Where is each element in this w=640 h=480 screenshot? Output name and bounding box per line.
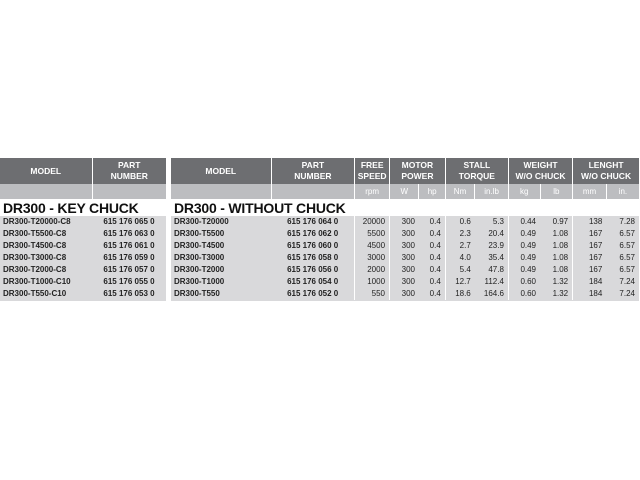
- torque-inlb-cell: 164.6: [475, 288, 509, 300]
- unit-in: in.: [606, 184, 639, 199]
- torque-nm-cell: 5.4: [445, 264, 474, 276]
- model-cell: DR300-T5500: [171, 228, 271, 240]
- part-number-cell: 615 176 056 0: [271, 264, 355, 276]
- part-number-cell: 615 176 061 0: [92, 240, 166, 252]
- part-number-cell: 615 176 058 0: [271, 252, 355, 264]
- part-number-cell: 615 176 053 0: [92, 288, 166, 300]
- unit-kg: kg: [508, 184, 540, 199]
- header-motor-power: MOTOR POWER: [390, 158, 446, 184]
- length-mm-cell: 138: [573, 216, 607, 228]
- weight-lb-cell: 1.08: [540, 240, 573, 252]
- length-mm-cell: 167: [573, 264, 607, 276]
- model-cell: DR300-T2000-C8: [0, 264, 92, 276]
- free-speed-cell: 5500: [355, 228, 390, 240]
- part-number-cell: 615 176 065 0: [92, 216, 166, 228]
- free-speed-cell: 2000: [355, 264, 390, 276]
- unit-cell-empty: [92, 184, 166, 199]
- unit-cell-empty: [271, 184, 355, 199]
- unit-rpm: rpm: [355, 184, 390, 199]
- part-number-cell: 615 176 064 0: [271, 216, 355, 228]
- power-w-cell: 300: [390, 252, 419, 264]
- table-row: [171, 240, 639, 252]
- length-mm-cell: 184: [573, 288, 607, 300]
- free-speed-cell: 1000: [355, 276, 390, 288]
- length-mm-cell: 167: [573, 252, 607, 264]
- torque-nm-cell: 4.0: [445, 252, 474, 264]
- torque-nm-cell: 18.6: [445, 288, 474, 300]
- unit-cell-empty: [171, 184, 271, 199]
- weight-kg-cell: 0.49: [508, 252, 540, 264]
- part-number-cell: 615 176 062 0: [271, 228, 355, 240]
- key-chuck-title: DR300 - KEY CHUCK: [0, 200, 166, 216]
- key-chuck-table: [0, 158, 166, 301]
- model-cell: DR300-T550: [171, 288, 271, 300]
- power-hp-cell: 0.4: [419, 240, 445, 252]
- header-free-speed: FREE SPEED: [355, 158, 390, 184]
- table-row: [0, 264, 166, 276]
- table-row: [171, 288, 639, 300]
- without-chuck-table: [171, 158, 639, 301]
- length-in-cell: 7.28: [606, 216, 639, 228]
- power-w-cell: 300: [390, 264, 419, 276]
- model-cell: DR300-T1000: [171, 276, 271, 288]
- header-stall-torque: STALL TORQUE: [445, 158, 508, 184]
- unit-nm: Nm: [445, 184, 474, 199]
- table-row: [171, 252, 639, 264]
- unit-mm: mm: [573, 184, 607, 199]
- model-cell: DR300-T2000: [171, 264, 271, 276]
- table-row: [171, 276, 639, 288]
- free-speed-cell: 3000: [355, 252, 390, 264]
- part-number-cell: 615 176 063 0: [92, 228, 166, 240]
- power-hp-cell: 0.4: [419, 228, 445, 240]
- torque-inlb-cell: 112.4: [475, 276, 509, 288]
- length-in-cell: 6.57: [606, 228, 639, 240]
- header-part-number: PART NUMBER: [271, 158, 355, 184]
- length-in-cell: 7.24: [606, 276, 639, 288]
- weight-kg-cell: 0.49: [508, 240, 540, 252]
- power-w-cell: 300: [390, 240, 419, 252]
- header-model: MODEL: [0, 158, 92, 184]
- header-weight: WEIGHT W/O CHUCK: [508, 158, 572, 184]
- unit-hp: hp: [419, 184, 445, 199]
- length-in-cell: 6.57: [606, 252, 639, 264]
- torque-inlb-cell: 5.3: [475, 216, 509, 228]
- weight-lb-cell: 1.08: [540, 264, 573, 276]
- torque-inlb-cell: 20.4: [475, 228, 509, 240]
- weight-kg-cell: 0.60: [508, 276, 540, 288]
- part-number-cell: 615 176 054 0: [271, 276, 355, 288]
- weight-kg-cell: 0.44: [508, 216, 540, 228]
- length-mm-cell: 184: [573, 276, 607, 288]
- torque-nm-cell: 12.7: [445, 276, 474, 288]
- part-number-cell: 615 176 060 0: [271, 240, 355, 252]
- power-hp-cell: 0.4: [419, 252, 445, 264]
- power-w-cell: 300: [390, 216, 419, 228]
- power-w-cell: 300: [390, 288, 419, 300]
- model-cell: DR300-T4500: [171, 240, 271, 252]
- unit-inlb: in.lb: [475, 184, 509, 199]
- unit-lb: lb: [540, 184, 573, 199]
- length-mm-cell: 167: [573, 228, 607, 240]
- length-in-cell: 7.24: [606, 288, 639, 300]
- power-w-cell: 300: [390, 228, 419, 240]
- table-row: [0, 288, 166, 300]
- length-in-cell: 6.57: [606, 264, 639, 276]
- power-w-cell: 300: [390, 276, 419, 288]
- weight-kg-cell: 0.49: [508, 264, 540, 276]
- model-cell: DR300-T20000: [171, 216, 271, 228]
- table-row: [0, 216, 166, 228]
- torque-inlb-cell: 35.4: [475, 252, 509, 264]
- table-row: [0, 228, 166, 240]
- torque-nm-cell: 2.7: [445, 240, 474, 252]
- torque-nm-cell: 0.6: [445, 216, 474, 228]
- weight-lb-cell: 1.32: [540, 288, 573, 300]
- part-number-cell: 615 176 057 0: [92, 264, 166, 276]
- table-row: [0, 276, 166, 288]
- model-cell: DR300-T4500-C8: [0, 240, 92, 252]
- model-cell: DR300-T550-C10: [0, 288, 92, 300]
- free-speed-cell: 20000: [355, 216, 390, 228]
- power-hp-cell: 0.4: [419, 276, 445, 288]
- model-cell: DR300-T20000-C8: [0, 216, 92, 228]
- part-number-cell: 615 176 052 0: [271, 288, 355, 300]
- table-row: [171, 264, 639, 276]
- table-row: [171, 216, 639, 228]
- weight-lb-cell: 1.32: [540, 276, 573, 288]
- length-mm-cell: 167: [573, 240, 607, 252]
- weight-lb-cell: 1.08: [540, 252, 573, 264]
- header-model: MODEL: [171, 158, 271, 184]
- model-cell: DR300-T5500-C8: [0, 228, 92, 240]
- model-cell: DR300-T3000-C8: [0, 252, 92, 264]
- part-number-cell: 615 176 055 0: [92, 276, 166, 288]
- header-part-number: PART NUMBER: [92, 158, 166, 184]
- torque-inlb-cell: 47.8: [475, 264, 509, 276]
- unit-cell-empty: [0, 184, 92, 199]
- without-chuck-title: DR300 - WITHOUT CHUCK: [171, 200, 355, 216]
- torque-inlb-cell: 23.9: [475, 240, 509, 252]
- part-number-cell: 615 176 059 0: [92, 252, 166, 264]
- free-speed-cell: 550: [355, 288, 390, 300]
- length-in-cell: 6.57: [606, 240, 639, 252]
- weight-lb-cell: 0.97: [540, 216, 573, 228]
- model-cell: DR300-T3000: [171, 252, 271, 264]
- torque-nm-cell: 2.3: [445, 228, 474, 240]
- unit-w: W: [390, 184, 419, 199]
- table-row: [171, 228, 639, 240]
- table-row: [0, 240, 166, 252]
- weight-lb-cell: 1.08: [540, 228, 573, 240]
- table-row: [0, 252, 166, 264]
- power-hp-cell: 0.4: [419, 216, 445, 228]
- header-length: LENGHT W/O CHUCK: [573, 158, 639, 184]
- model-cell: DR300-T1000-C10: [0, 276, 92, 288]
- weight-kg-cell: 0.60: [508, 288, 540, 300]
- weight-kg-cell: 0.49: [508, 228, 540, 240]
- free-speed-cell: 4500: [355, 240, 390, 252]
- power-hp-cell: 0.4: [419, 288, 445, 300]
- power-hp-cell: 0.4: [419, 264, 445, 276]
